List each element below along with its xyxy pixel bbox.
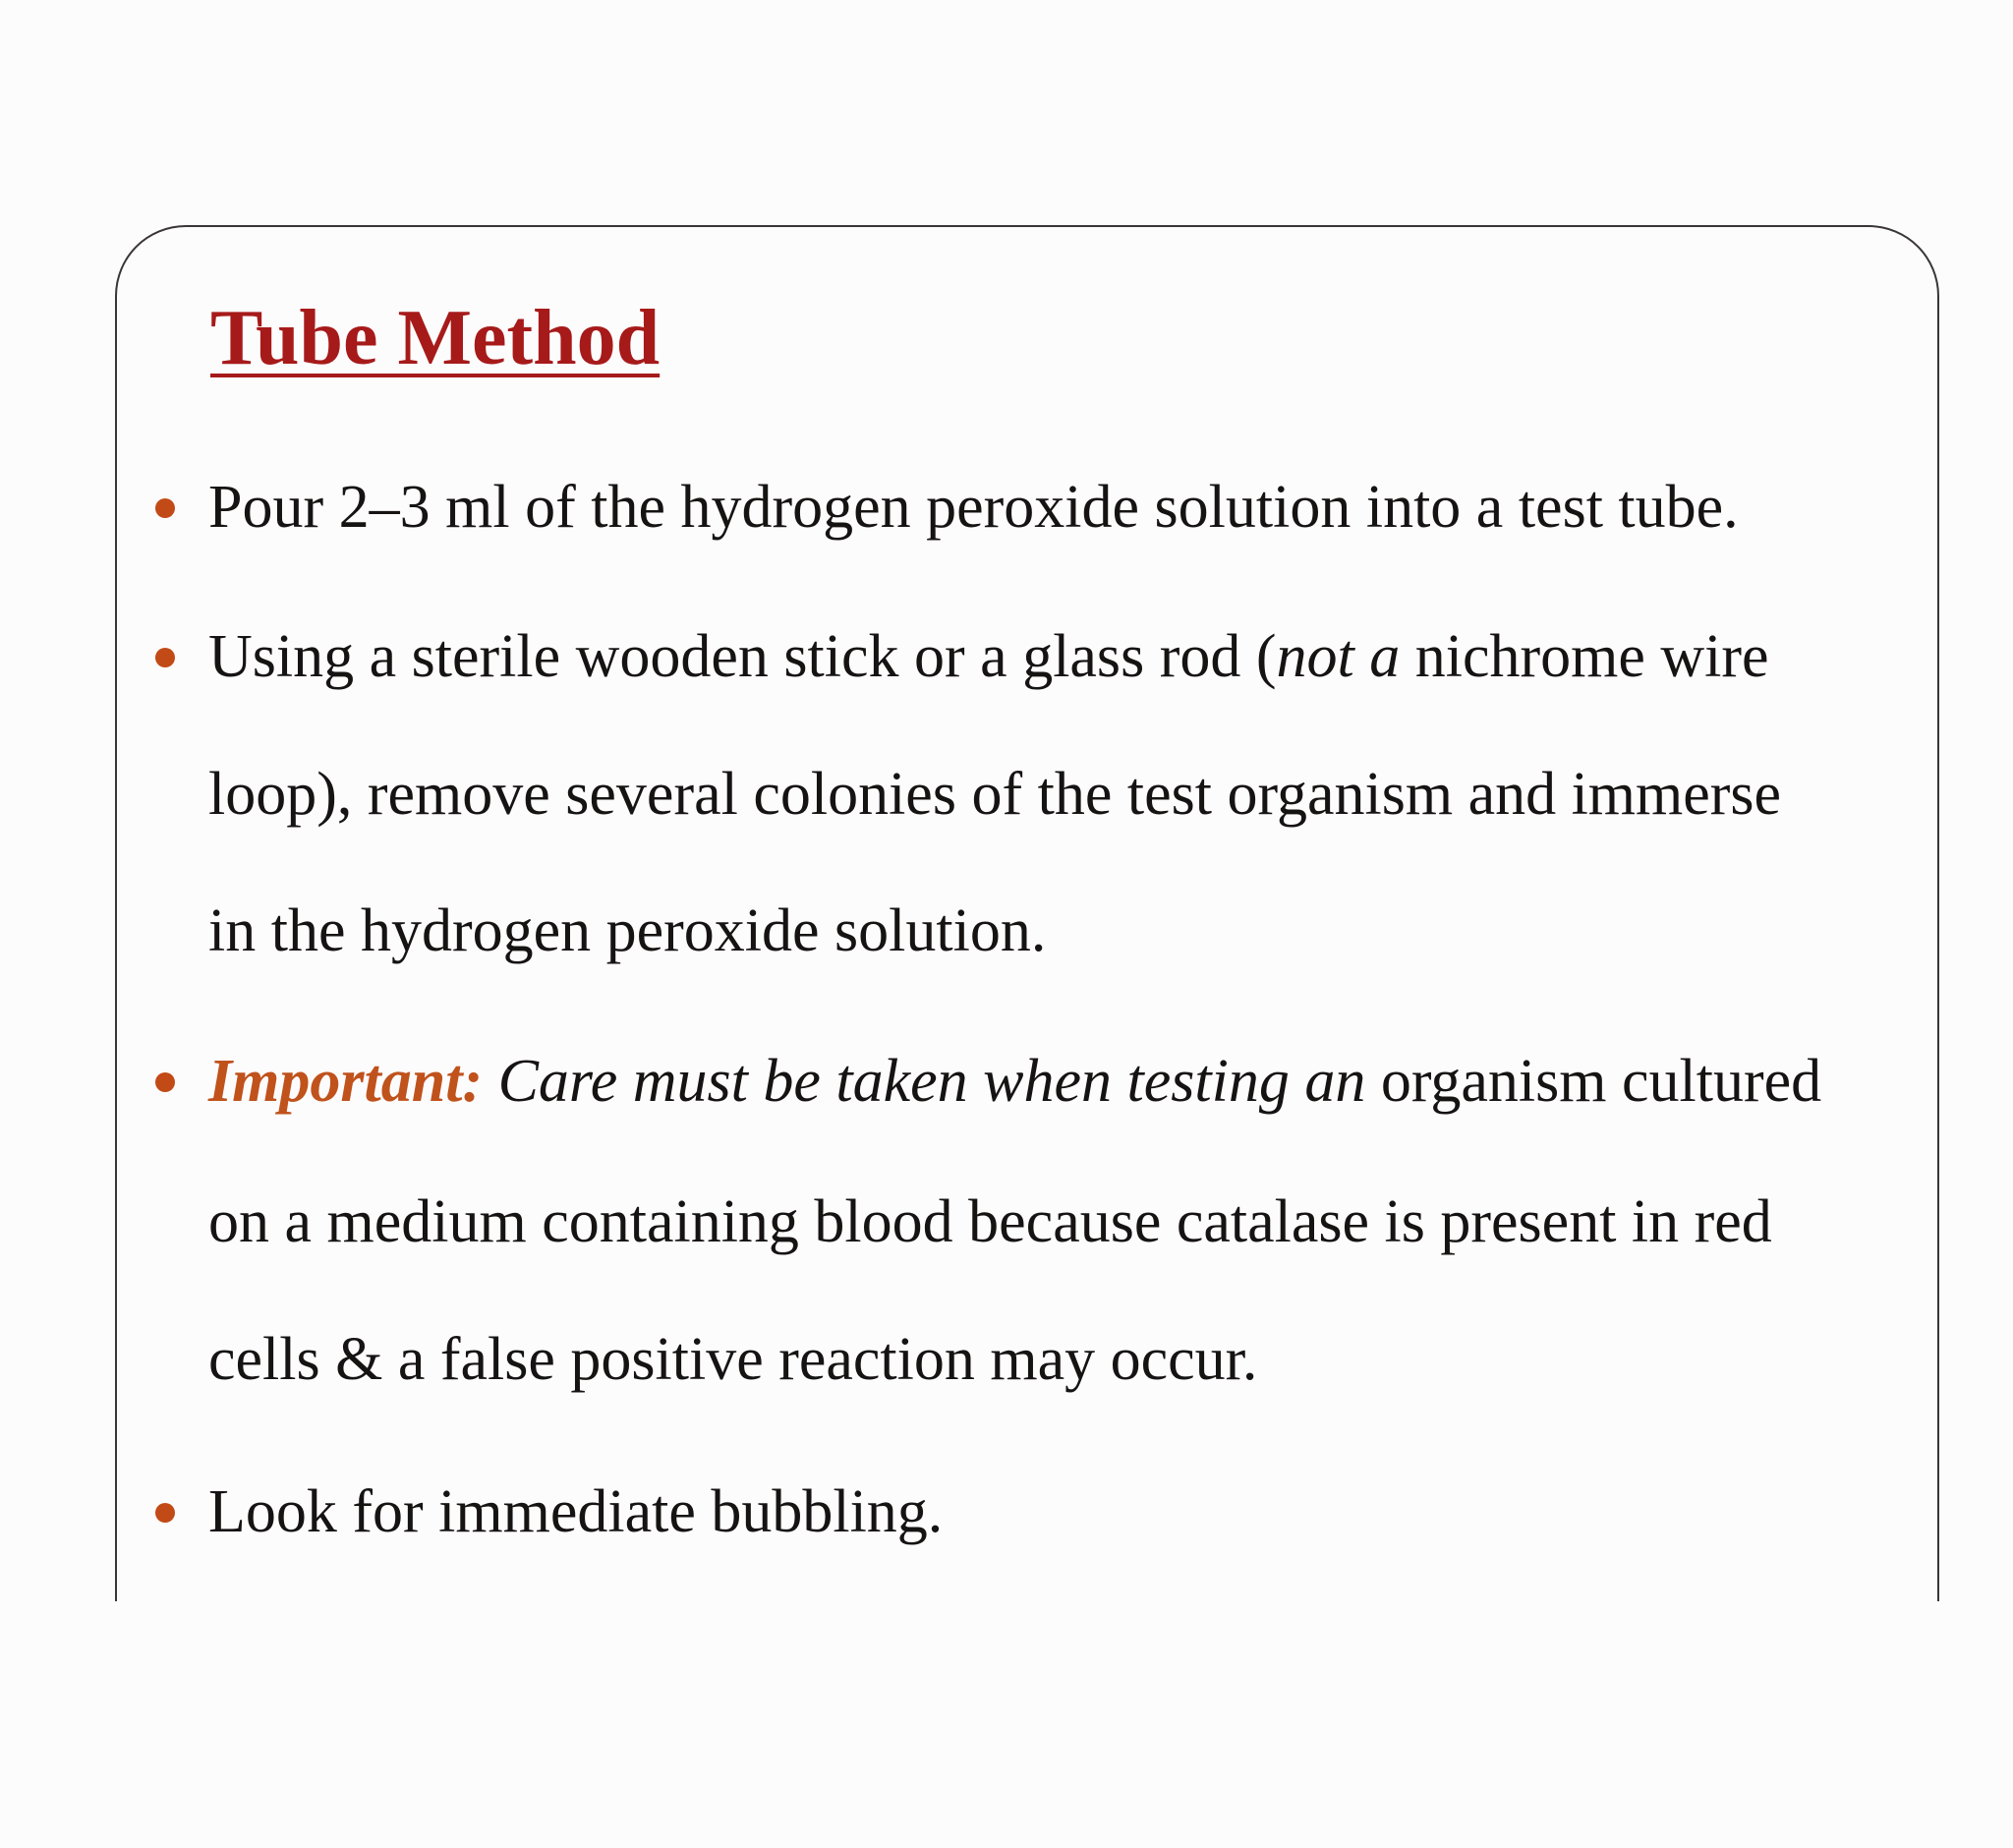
bullet-dot-icon [155,1503,175,1523]
bullet-2-italic: not a [1276,623,1401,690]
important-label: Important: [208,1048,484,1115]
bullet-3-line-1 [208,1048,1822,1115]
bullet-2-line-2: loop), remove several colonies of the test organism and immerse [208,761,1782,828]
bullet-3-line-3: cells & a false positive reaction may occur. [208,1326,1258,1393]
bullet-3-italic: Care must be taken when testing an [483,1048,1366,1115]
bullet-2-line-3: in the hydrogen peroxide solution. [208,897,1047,964]
slide-title: Tube Method [210,295,661,381]
bullet-dot-icon [155,1072,175,1092]
bullet-3-text-rest: organism cultured [1365,1048,1822,1115]
bullet-dot-icon [155,648,175,667]
bullet-dot-icon [155,498,175,518]
bullet-2-line-1 [208,623,1769,690]
bullet-4-line-1: Look for immediate bubbling. [208,1478,944,1545]
bullet-1-line-1: Pour 2–3 ml of the hydrogen peroxide solution into a test tube. [208,474,1739,541]
bullet-2-text-b: nichrome wire [1400,623,1769,690]
bullet-3-line-2: on a medium containing blood because catalase is present in red [208,1188,1772,1255]
bullet-2-text-a: Using a sterile wooden stick or a glass rod ( [208,623,1277,690]
